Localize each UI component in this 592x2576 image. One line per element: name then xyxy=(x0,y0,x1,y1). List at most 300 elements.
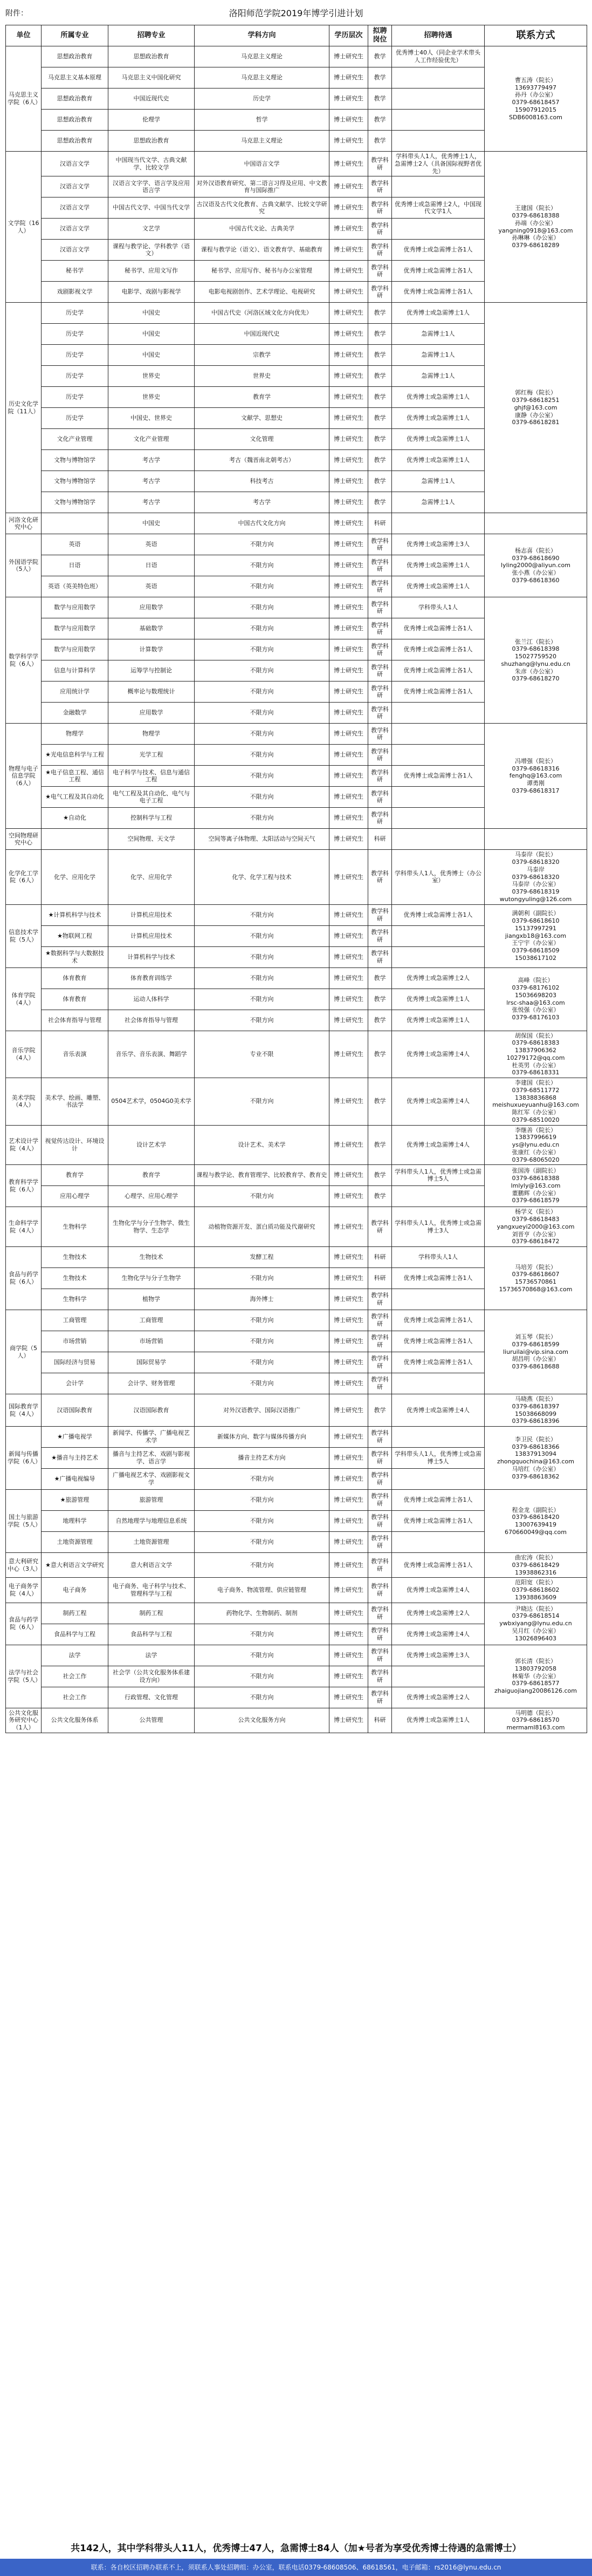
major-cell: 体育教育 xyxy=(42,967,108,989)
benefit-cell: 优秀博士或急需博士3人 xyxy=(392,1645,485,1666)
benefit-cell: 优秀博士或急需博士1人 xyxy=(392,303,485,324)
recruit-major-cell: 计算数学 xyxy=(108,639,195,660)
recruit-major-cell: 法学 xyxy=(108,1645,195,1666)
recruit-major-cell: 基础数学 xyxy=(108,618,195,639)
direction-cell: 中国古代史（河洛区域文化方向优先） xyxy=(195,303,329,324)
major-cell: 数学与应用数学 xyxy=(42,597,108,618)
degree-cell: 博士研究生 xyxy=(329,1373,368,1394)
benefit-cell: 优秀博士或急需博士各1人 xyxy=(392,660,485,682)
recruit-major-cell: 马克思主义中国化研究 xyxy=(108,67,195,88)
degree-cell: 博士研究生 xyxy=(329,766,368,787)
degree-cell: 博士研究生 xyxy=(329,1666,368,1687)
table-row xyxy=(6,1207,587,1247)
contact-cell: 冯增强（院长） 0379-68618316 fenghq@163.com 谭勇刚 0379-68618317 xyxy=(485,724,587,829)
benefit-cell: 优秀博士或急需博士4人 xyxy=(392,1078,485,1126)
unit-cell: 国土与旅游学院（5人） xyxy=(6,1490,42,1553)
benefit-cell: 优秀博士或急需博士各1人 xyxy=(392,1511,485,1532)
direction-cell: 不限方向 xyxy=(195,597,329,618)
benefit-cell xyxy=(392,1373,485,1394)
degree-cell: 博士研究生 xyxy=(329,967,368,989)
direction-cell: 对外汉语教育研究、第二语言习得及应用、中文教育与国际推广 xyxy=(195,176,329,197)
direction-cell: 不限方向 xyxy=(195,787,329,808)
degree-cell: 博士研究生 xyxy=(329,1125,368,1165)
benefit-cell: 优秀博士或急需博士各1人 xyxy=(392,240,485,261)
recruit-major-cell: 工商管理 xyxy=(108,1310,195,1331)
recruit-major-cell: 电气工程及其自动化、电气与电子工程 xyxy=(108,787,195,808)
table-row xyxy=(6,534,587,555)
benefit-cell: 优秀博士或急需博士1人 xyxy=(392,1010,485,1031)
recruit-major-cell: 电影学、戏剧与影视学 xyxy=(108,282,195,303)
recruit-major-cell: 中国史 xyxy=(108,513,195,534)
post-cell: 教学科研 xyxy=(368,766,392,787)
recruit-major-cell: 计算机应用技术 xyxy=(108,904,195,925)
post-cell: 教学 xyxy=(368,408,392,429)
benefit-cell xyxy=(392,1532,485,1553)
unit-cell: 生命科学学院（4人） xyxy=(6,1207,42,1247)
table-header xyxy=(6,25,587,46)
unit-cell: 音乐学院（4人） xyxy=(6,1031,42,1078)
table-row xyxy=(6,1165,587,1186)
direction-cell: 古汉语及古代文化教育、古典文献学、比较文学研究 xyxy=(195,197,329,219)
benefit-cell: 优秀博士或急需博士1人 xyxy=(392,408,485,429)
direction-cell: 不限方向 xyxy=(195,904,329,925)
post-cell: 教学 xyxy=(368,1010,392,1031)
major-cell: ★广播电视学 xyxy=(42,1427,108,1448)
benefit-cell: 优秀博士或急需博士2人 xyxy=(392,1687,485,1708)
degree-cell: 博士研究生 xyxy=(329,724,368,745)
recruit-major-cell: 电子商务、电子科学与技术、管理科学与工程 xyxy=(108,1578,195,1603)
post-cell: 教学 xyxy=(368,88,392,110)
direction-cell: 不限方向 xyxy=(195,703,329,724)
direction-cell: 不限方向 xyxy=(195,682,329,703)
major-cell: 生物科学 xyxy=(42,1289,108,1310)
recruitment-table xyxy=(5,25,587,1733)
degree-cell: 博士研究生 xyxy=(329,618,368,639)
major-cell: 历史学 xyxy=(42,345,108,366)
recruit-major-cell: 体育教育训练学 xyxy=(108,967,195,989)
major-cell: 国际经济与贸易 xyxy=(42,1352,108,1373)
degree-cell: 博士研究生 xyxy=(329,366,368,387)
direction-cell: 考古学 xyxy=(195,492,329,513)
post-cell: 教学科研 xyxy=(368,946,392,967)
recruit-major-cell: 空间物理、天文学 xyxy=(108,829,195,850)
table-row xyxy=(6,46,587,67)
contact-cell: 范阳宽（院长） 0379-68618602 13938863609 xyxy=(485,1578,587,1603)
table-row xyxy=(6,152,587,176)
contact-cell: 杨学义（院长） 0379-68618483 yangxueyi2000@163.com 刘晋亨（办公室） 0379-68618472 xyxy=(485,1207,587,1247)
direction-cell: 新媒体方向、数字与媒体传播方向 xyxy=(195,1427,329,1448)
major-cell: 日语 xyxy=(42,555,108,576)
degree-cell: 博士研究生 xyxy=(329,1708,368,1733)
table-row xyxy=(6,1247,587,1268)
major-cell: 信息与计算科学 xyxy=(42,660,108,682)
contact-cell: 胡保国（院长） 0379-68618383 13837906362 10279172@qq.com 杜英男（办公室） 0379-68618331 xyxy=(485,1031,587,1078)
table-row xyxy=(6,1310,587,1331)
post-cell: 教学科研 xyxy=(368,703,392,724)
contact-cell: 李继善（院长） 13837996619 ys@lynu.edu.cn 张康红（办公室） 0379-68065020 xyxy=(485,1125,587,1165)
benefit-cell: 学科带头人1人 xyxy=(392,597,485,618)
contact-cell: 张国涛（副院长） 0379-68618388 lmlyly@163.com 董鹏辉（办公室） 0379-68618579 xyxy=(485,1165,587,1207)
table-row xyxy=(6,1578,587,1603)
direction-cell: 对外汉语教学、国际汉语推广 xyxy=(195,1394,329,1427)
degree-cell: 博士研究生 xyxy=(329,1624,368,1645)
recruit-major-cell: 运动人体科学 xyxy=(108,989,195,1010)
contact-cell: 马培芳（院长） 0379-68618607 15736570861 15736570868@163.com xyxy=(485,1247,587,1310)
benefit-cell: 学科带头人1人，优秀博士（办公室） xyxy=(392,850,485,904)
benefit-cell: 优秀博士或急需博士各1人 xyxy=(392,618,485,639)
table-row xyxy=(6,1553,587,1578)
recruit-major-cell: 公共管理 xyxy=(108,1708,195,1733)
unit-cell: 艺术设计学院（4人） xyxy=(6,1125,42,1165)
post-cell: 科研 xyxy=(368,1247,392,1268)
degree-cell: 博士研究生 xyxy=(329,1553,368,1578)
major-cell: 数学与应用数学 xyxy=(42,639,108,660)
column-header-post: 拟聘岗位 xyxy=(368,25,392,46)
benefit-cell: 急需博士1人 xyxy=(392,324,485,345)
recruit-major-cell: 文化产业管理 xyxy=(108,429,195,450)
unit-cell: 外国语学院（5人） xyxy=(6,534,42,597)
recruit-major-cell: 应用数学 xyxy=(108,703,195,724)
benefit-cell xyxy=(392,946,485,967)
post-cell: 教学 xyxy=(368,989,392,1010)
unit-cell: 文学院（16人） xyxy=(6,152,42,303)
benefit-cell xyxy=(392,808,485,829)
benefit-cell: 优秀博士或急需博士1人 xyxy=(392,450,485,471)
direction-cell: 文献学、思想史 xyxy=(195,408,329,429)
direction-cell: 课程与教学论、教育管理学、比较教育学、教育史 xyxy=(195,1165,329,1186)
recruit-major-cell: 市场营销 xyxy=(108,1331,195,1352)
recruit-major-cell: 课程与教学论、学科教学（语文） xyxy=(108,240,195,261)
post-cell: 教学科研 xyxy=(368,745,392,766)
benefit-cell xyxy=(392,1289,485,1310)
benefit-cell: 优秀博士或急需博士3人 xyxy=(392,534,485,555)
contact-cell: 张兰江（院长） 0379-68618398 15027759520 shuzhang@lynu.edu.cn 朱彦（办公室） 0379-68618270 xyxy=(485,597,587,724)
degree-cell: 博士研究生 xyxy=(329,1331,368,1352)
post-cell: 教学科研 xyxy=(368,576,392,597)
major-cell: 生物技术 xyxy=(42,1268,108,1289)
unit-cell: 食品与药学院（6人） xyxy=(6,1247,42,1310)
major-cell: ★播音与主持艺术 xyxy=(42,1448,108,1469)
post-cell: 教学科研 xyxy=(368,261,392,282)
post-cell: 教学科研 xyxy=(368,1289,392,1310)
degree-cell: 博士研究生 xyxy=(329,387,368,408)
benefit-cell xyxy=(392,745,485,766)
post-cell: 教学科研 xyxy=(368,1310,392,1331)
recruit-major-cell: 英语 xyxy=(108,534,195,555)
major-cell: 生物科学 xyxy=(42,1207,108,1247)
benefit-cell: 优秀博士或急需博士各1人 xyxy=(392,766,485,787)
major-cell: 食品科学与工程 xyxy=(42,1624,108,1645)
post-cell: 教学 xyxy=(368,1394,392,1427)
table-row xyxy=(6,513,587,534)
attachment-label: 附件： xyxy=(5,9,28,18)
post-cell: 教学科研 xyxy=(368,597,392,618)
top-bar xyxy=(0,0,592,25)
contact-cell: 杨志喜（院长） 0379-68618690 lyling2000@aliyun.com 张小燕（办公室） 0379-68618360 xyxy=(485,534,587,597)
footer-contact-bar: 联系：各自校区招聘办联系不上，须联系人事处招聘组：办公室，联系电话0379-68608506、68618561，电子邮箱：rs2016@lynu.edu.cn xyxy=(0,2559,592,2576)
major-cell: 文物与博物馆学 xyxy=(42,492,108,513)
table-row xyxy=(6,724,587,745)
recruit-major-cell: 中国近现代史 xyxy=(108,88,195,110)
direction-cell: 不限方向 xyxy=(195,534,329,555)
direction-cell: 不限方向 xyxy=(195,1532,329,1553)
degree-cell: 博士研究生 xyxy=(329,513,368,534)
direction-cell: 不限方向 xyxy=(195,1553,329,1578)
recruit-major-cell: 0504艺术学，0504G0美术学 xyxy=(108,1078,195,1126)
major-cell: 汉语言文学 xyxy=(42,152,108,176)
contact-cell: 郭红梅（院长） 0379-68618251 ghjf@163.com 康静（办公室） 0379-68618281 xyxy=(485,303,587,513)
direction-cell: 不限方向 xyxy=(195,1469,329,1490)
benefit-cell: 优秀博士或急需博士2人 xyxy=(392,1603,485,1624)
degree-cell: 博士研究生 xyxy=(329,1532,368,1553)
unit-cell: 美术学院（4人） xyxy=(6,1078,42,1126)
benefit-cell: 优秀博士或急需博士各1人 xyxy=(392,682,485,703)
recruit-major-cell: 应用数学 xyxy=(108,597,195,618)
recruit-major-cell: 世界史 xyxy=(108,387,195,408)
recruit-major-cell: 汉语言文字学、语言学及应用语言学 xyxy=(108,176,195,197)
direction-cell: 中国古代文化方向 xyxy=(195,513,329,534)
benefit-cell: 优秀博士或急需博士2人 xyxy=(392,967,485,989)
benefit-cell: 学科带头人1人，优秀博士或急需博士5人 xyxy=(392,1448,485,1469)
unit-cell: 河洛文化研究中心 xyxy=(6,513,42,534)
direction-cell: 科技考古 xyxy=(195,471,329,492)
benefit-cell xyxy=(392,925,485,946)
degree-cell: 博士研究生 xyxy=(329,808,368,829)
post-cell: 教学科研 xyxy=(368,618,392,639)
column-header-direction: 学科方向 xyxy=(195,25,329,46)
recruit-major-cell: 生物化学与分子生物学 xyxy=(108,1268,195,1289)
recruit-major-cell: 计算机应用技术 xyxy=(108,925,195,946)
degree-cell: 博士研究生 xyxy=(329,450,368,471)
contact-cell: 曹五涛（院长） 13693779497 孙丹（办公室） 0379-68618457 15907912015 SDB6008163.com xyxy=(485,46,587,152)
recruit-major-cell: 文艺学 xyxy=(108,219,195,240)
major-cell: 化学、应用化学 xyxy=(42,850,108,904)
degree-cell: 博士研究生 xyxy=(329,576,368,597)
benefit-cell: 优秀博士或急需博士各1人 xyxy=(392,1490,485,1511)
direction-cell: 不限方向 xyxy=(195,1666,329,1687)
degree-cell: 博士研究生 xyxy=(329,261,368,282)
direction-cell: 历史学 xyxy=(195,88,329,110)
unit-cell: 历史文化学院（11人） xyxy=(6,303,42,513)
benefit-cell: 优秀博士或急需博士各1人 xyxy=(392,261,485,282)
post-cell: 教学科研 xyxy=(368,639,392,660)
major-cell: ★计算机科学与技术 xyxy=(42,904,108,925)
post-cell: 教学科研 xyxy=(368,1511,392,1532)
contact-cell: 满朝利（副院长） 0379-68618610 15137997291 jiangxb18@163.com 王宁宇（办公室） 0379-68618509 15038617102 xyxy=(485,904,587,967)
benefit-cell xyxy=(392,829,485,850)
degree-cell: 博士研究生 xyxy=(329,1511,368,1532)
degree-cell: 博士研究生 xyxy=(329,1448,368,1469)
major-cell: 文物与博物馆学 xyxy=(42,450,108,471)
recruit-major-cell: 汉语国际教育 xyxy=(108,1394,195,1427)
contact-cell: 曲宏涛（院长） 0379-68618429 13938862316 xyxy=(485,1553,587,1578)
direction-cell: 不限方向 xyxy=(195,1373,329,1394)
direction-cell: 动植物资源开发、蛋白质功能及代谢研究 xyxy=(195,1207,329,1247)
benefit-cell: 优秀博士或急需博士各1人 xyxy=(392,1331,485,1352)
major-cell: 教育学 xyxy=(42,1165,108,1186)
post-cell: 教学 xyxy=(368,110,392,131)
contact-cell: 高峰（院长） 0379-68176102 15036698203 lrsc-shaa@163.com 张悦强（办公室） 0379-68176103 xyxy=(485,967,587,1031)
benefit-cell: 优秀博士或急需博士各1人 xyxy=(392,1310,485,1331)
benefit-cell: 优秀博士或急需博士4人 xyxy=(392,1125,485,1165)
degree-cell: 博士研究生 xyxy=(329,471,368,492)
benefit-cell: 优秀博士或急需博士4人 xyxy=(392,1031,485,1078)
direction-cell: 马克思主义理论 xyxy=(195,131,329,152)
major-cell: 英语 xyxy=(42,534,108,555)
recruit-major-cell: 音乐学、音乐表演、舞蹈学 xyxy=(108,1031,195,1078)
post-cell: 教学 xyxy=(368,492,392,513)
degree-cell: 博士研究生 xyxy=(329,660,368,682)
major-cell: 物理学 xyxy=(42,724,108,745)
unit-cell: 体育学院（4人） xyxy=(6,967,42,1031)
benefit-cell: 优秀博士或急需博士1人 xyxy=(392,429,485,450)
unit-cell: 法学与社会学院（5人） xyxy=(6,1645,42,1708)
direction-cell: 不限方向 xyxy=(195,1645,329,1666)
degree-cell: 博士研究生 xyxy=(329,1186,368,1207)
post-cell: 教学 xyxy=(368,1125,392,1165)
recruit-major-cell: 控制科学与工程 xyxy=(108,808,195,829)
column-header-recruit-major: 招聘专业 xyxy=(108,25,195,46)
direction-cell: 药物化学、生物制药、制剂 xyxy=(195,1603,329,1624)
recruit-major-cell: 世界史 xyxy=(108,366,195,387)
recruit-major-cell: 植物学 xyxy=(108,1289,195,1310)
degree-cell: 博士研究生 xyxy=(329,324,368,345)
table-row xyxy=(6,1031,587,1078)
post-cell: 教学 xyxy=(368,471,392,492)
major-cell xyxy=(42,513,108,534)
degree-cell: 博士研究生 xyxy=(329,555,368,576)
direction-cell: 发酵工程 xyxy=(195,1247,329,1268)
post-cell: 教学科研 xyxy=(368,1687,392,1708)
direction-cell: 不限方向 xyxy=(195,1490,329,1511)
post-cell: 教学科研 xyxy=(368,1331,392,1352)
post-cell: 科研 xyxy=(368,829,392,850)
direction-cell: 不限方向 xyxy=(195,639,329,660)
direction-cell: 世界史 xyxy=(195,366,329,387)
post-cell: 教学 xyxy=(368,967,392,989)
table-row xyxy=(6,967,587,989)
degree-cell: 博士研究生 xyxy=(329,787,368,808)
major-cell: 历史学 xyxy=(42,303,108,324)
post-cell: 教学 xyxy=(368,1078,392,1126)
benefit-cell: 优秀博士或急需博士1人 xyxy=(392,1708,485,1733)
degree-cell: 博士研究生 xyxy=(329,682,368,703)
benefit-cell xyxy=(392,219,485,240)
benefit-cell: 学科带头人1人，优秀博士或急需博士3人 xyxy=(392,1207,485,1247)
degree-cell: 博士研究生 xyxy=(329,703,368,724)
direction-cell: 不限方向 xyxy=(195,808,329,829)
recruit-major-cell: 考古学 xyxy=(108,471,195,492)
direction-cell: 不限方向 xyxy=(195,1268,329,1289)
recruit-major-cell: 物理学 xyxy=(108,724,195,745)
recruit-major-cell: 生物技术 xyxy=(108,1247,195,1268)
direction-cell: 不限方向 xyxy=(195,555,329,576)
post-cell: 教学科研 xyxy=(368,176,392,197)
degree-cell: 博士研究生 xyxy=(329,197,368,219)
degree-cell: 博士研究生 xyxy=(329,1578,368,1603)
contact-cell: 马晓燕（院长） 0379-68618397 15038668099 0379-68618396 xyxy=(485,1394,587,1427)
recruit-major-cell: 思想政治教育 xyxy=(108,131,195,152)
recruit-major-cell: 土地资源管理 xyxy=(108,1532,195,1553)
benefit-cell xyxy=(392,110,485,131)
major-cell: 数学与应用数学 xyxy=(42,618,108,639)
unit-cell: 国际教育学院（4人） xyxy=(6,1394,42,1427)
direction-cell: 课程与教学论（语文）、语文教育学、基础教育 xyxy=(195,240,329,261)
summary-text: 共142人，其中学科带头人11人，优秀博士47人，急需博士84人（加★号者为享受优秀博士待遇的急需博士） xyxy=(71,2543,521,2554)
recruit-major-cell: 社会体育指导与管理 xyxy=(108,1010,195,1031)
post-cell: 科研 xyxy=(368,513,392,534)
benefit-cell xyxy=(392,1186,485,1207)
benefit-cell: 优秀博士或急需博士4人 xyxy=(392,1624,485,1645)
degree-cell: 博士研究生 xyxy=(329,492,368,513)
degree-cell: 博士研究生 xyxy=(329,1247,368,1268)
benefit-cell xyxy=(392,176,485,197)
major-cell: 马克思主义基本原理 xyxy=(42,67,108,88)
column-header-benefit: 招聘待遇 xyxy=(392,25,485,46)
degree-cell: 博士研究生 xyxy=(329,46,368,67)
benefit-cell xyxy=(392,88,485,110)
benefit-cell: 优秀博士或急需博士1人 xyxy=(392,576,485,597)
major-cell xyxy=(42,829,108,850)
major-cell: 社会工作 xyxy=(42,1666,108,1687)
post-cell: 教学 xyxy=(368,1165,392,1186)
degree-cell: 博士研究生 xyxy=(329,1394,368,1427)
unit-cell: 数学科学学院（6人） xyxy=(6,597,42,724)
direction-cell: 不限方向 xyxy=(195,1624,329,1645)
benefit-cell: 急需博士1人 xyxy=(392,471,485,492)
post-cell: 科研 xyxy=(368,1708,392,1733)
table-row xyxy=(6,850,587,904)
recruit-major-cell: 行政管理、文化管理 xyxy=(108,1687,195,1708)
unit-cell: 马克思主义学院（6人） xyxy=(6,46,42,152)
recruit-major-cell: 运筹学与控制论 xyxy=(108,660,195,682)
post-cell: 教学 xyxy=(368,1186,392,1207)
degree-cell: 博士研究生 xyxy=(329,282,368,303)
table-row xyxy=(6,904,587,925)
major-cell: ★物联网工程 xyxy=(42,925,108,946)
post-cell: 教学科研 xyxy=(368,1448,392,1469)
degree-cell: 博士研究生 xyxy=(329,1645,368,1666)
major-cell: ★电子信息工程、通信工程 xyxy=(42,766,108,787)
direction-cell: 不限方向 xyxy=(195,745,329,766)
contact-cell: 李建国（院长） 0379-68511772 13838836868 meishuxueyuanhu@163.com 陈红军（办公室） 0379-68510020 xyxy=(485,1078,587,1126)
major-cell: 文化产业管理 xyxy=(42,429,108,450)
unit-cell: 意大利研究中心（3人） xyxy=(6,1553,42,1578)
major-cell: ★广播电视编导 xyxy=(42,1469,108,1490)
post-cell: 教学科研 xyxy=(368,240,392,261)
benefit-cell xyxy=(392,787,485,808)
degree-cell: 博士研究生 xyxy=(329,131,368,152)
major-cell: 市场营销 xyxy=(42,1331,108,1352)
direction-cell: 不限方向 xyxy=(195,766,329,787)
major-cell: 生物技术 xyxy=(42,1247,108,1268)
benefit-cell: 优秀博士或急需博士1人 xyxy=(392,989,485,1010)
table-row xyxy=(6,1427,587,1448)
major-cell: 体育教育 xyxy=(42,989,108,1010)
benefit-cell: 优秀博士或急需博士1人 xyxy=(392,555,485,576)
direction-cell: 不限方向 xyxy=(195,925,329,946)
table-row xyxy=(6,1645,587,1666)
direction-cell: 教育学 xyxy=(195,387,329,408)
benefit-cell: 优秀博士或急需博士4人 xyxy=(392,1578,485,1603)
contact-cell: 刘玉琴（院长） 0379-68618599 liuruilai@vip.sina.com 胡昌明（办公室） 0379-68618688 xyxy=(485,1310,587,1394)
direction-cell: 不限方向 xyxy=(195,618,329,639)
degree-cell: 博士研究生 xyxy=(329,1010,368,1031)
direction-cell: 公共文化服务方向 xyxy=(195,1708,329,1733)
major-cell: 公共文化服务体系 xyxy=(42,1708,108,1733)
direction-cell: 不限方向 xyxy=(195,989,329,1010)
direction-cell: 不限方向 xyxy=(195,1010,329,1031)
